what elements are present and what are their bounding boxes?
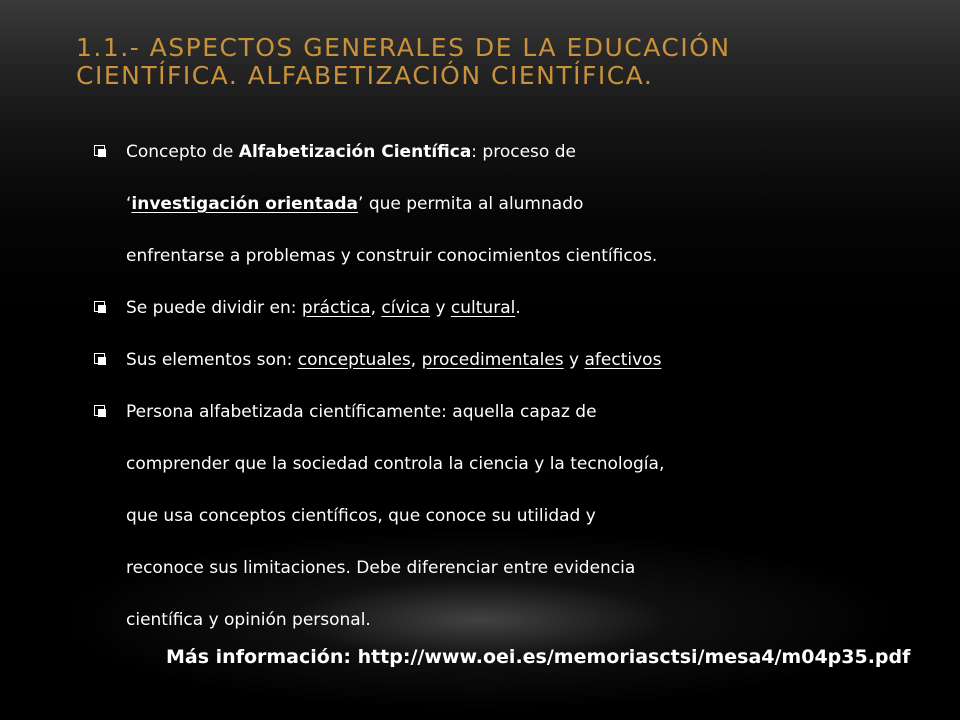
underlined-term: investigación orientada: [131, 194, 359, 214]
underlined-term: cultural: [450, 298, 516, 318]
square-bullet-icon: [94, 353, 105, 364]
bullet-item-elementos: [92, 334, 822, 386]
square-bullet-icon: [94, 145, 105, 156]
bullet-text: Persona alfabetizada científicamente: aquella capaz de comprender que la sociedad controla la ciencia y la tecnología, que usa conceptos científicos, que conoce su utilidad y reconoce sus limitaciones. Debe diferenciar entre evidencia científica y opinión personal.: [126, 402, 665, 630]
underlined-term: cívica: [381, 298, 431, 318]
more-info-link[interactable]: Más información: http://www.oei.es/memoriasctsi/mesa4/m04p35.pdf: [166, 646, 911, 668]
underlined-term: afectivos: [584, 350, 662, 370]
bullet-list: [92, 126, 822, 646]
square-bullet-icon: [94, 301, 105, 312]
underlined-term: práctica: [301, 298, 371, 318]
bullet-text: Concepto de Alfabetización Científica: proceso de ‘investigación orientada’ que permita al alumnado enfrentarse a problemas y construir conocimientos científicos.: [126, 142, 658, 266]
bullet-item-concepto: [92, 126, 822, 282]
bullet-text: Se puede dividir en: práctica, cívica y cultural.: [126, 298, 521, 318]
square-bullet-icon: [94, 405, 105, 416]
slide-title: 1.1.- ASPECTOS GENERALES DE LA EDUCACIÓN CIENTÍFICA. ALFABETIZACIÓN CIENTÍFICA.: [76, 33, 731, 90]
bullet-item-dividir: [92, 282, 822, 334]
bullet-item-persona: [92, 386, 822, 646]
bullet-text: Sus elementos son: conceptuales, procedimentales y afectivos: [126, 350, 662, 370]
bold-term: Alfabetización Científica: [238, 142, 472, 162]
underlined-term: procedimentales: [421, 350, 564, 370]
underlined-term: conceptuales: [297, 350, 411, 370]
